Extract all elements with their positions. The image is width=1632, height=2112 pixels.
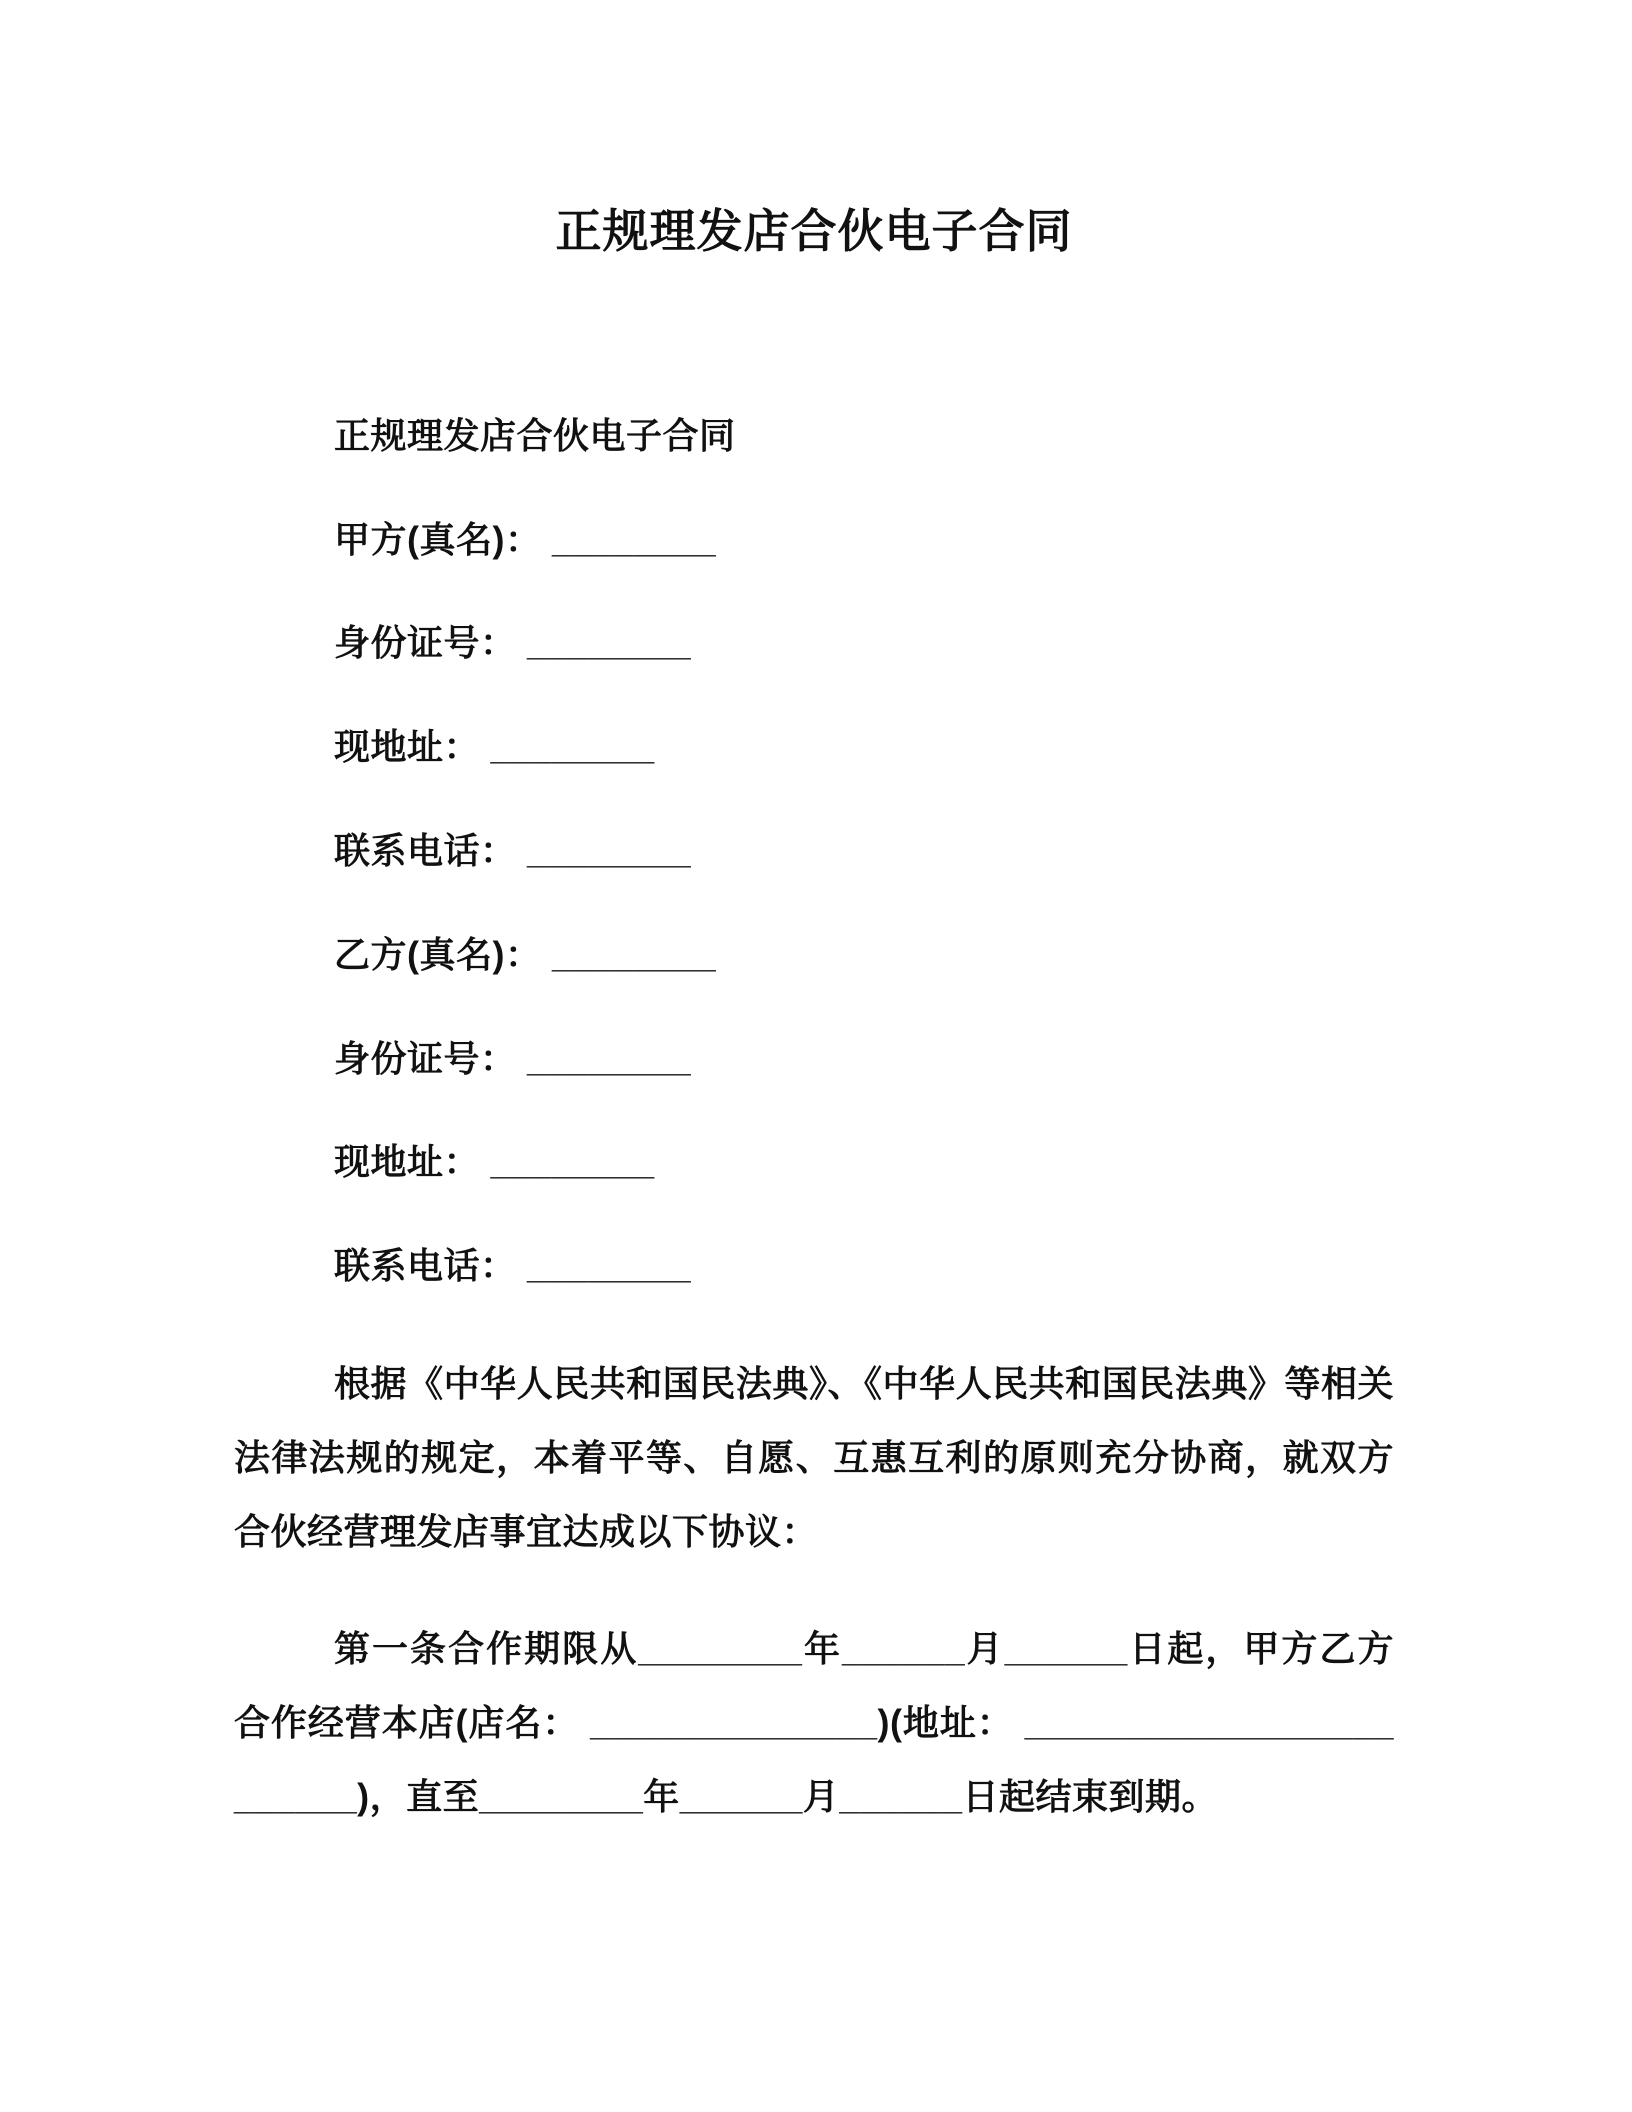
- field-party-b-id-number: 身份证号： ________: [334, 1037, 692, 1079]
- field-party-a-name: 甲方(真名)： ________: [334, 518, 717, 560]
- field-party-a-address: 现地址： ________: [334, 726, 655, 768]
- field-party-b-name: 乙方(真名)： ________: [334, 933, 717, 975]
- field-party-b-phone: 联系电话： ________: [334, 1245, 692, 1287]
- paragraph-legal-basis: 根据《中华人民共和国民法典》、《中华人民共和国民法典》等相关法律法规的规定，本着平等、自愿、互惠互利的原则充分协商，就双方合伙经营理发店事宜达成以下协议：: [234, 1363, 1394, 1552]
- field-party-a-id-number: 身份证号： ________: [334, 622, 692, 664]
- field-party-a-phone: 联系电话： ________: [334, 830, 692, 872]
- paragraph-article-1-term: 第一条合作期限从________年______月______日起，甲方乙方合作经营本店(店名： ______________)(地址： ________________________)，直至________年______月______日起结束到期。: [234, 1628, 1394, 1818]
- document-body: [234, 413, 1394, 1834]
- document-title: 正规理发店合伙电子合同: [555, 205, 1073, 257]
- document-subtitle: 正规理发店合伙电子合同: [334, 414, 736, 456]
- field-party-b-address: 现地址： ________: [334, 1141, 655, 1183]
